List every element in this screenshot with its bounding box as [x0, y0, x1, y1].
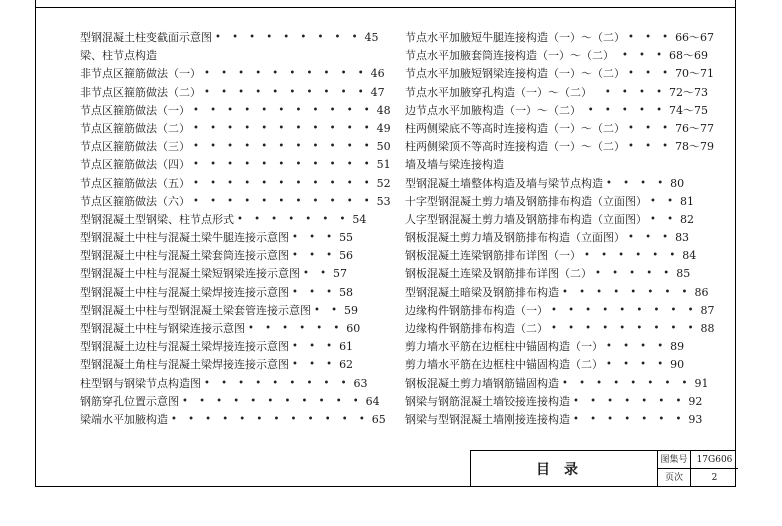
toc-entry-page: 82 — [679, 212, 694, 226]
toc-entry[interactable] — [80, 375, 368, 393]
toc-entry[interactable] — [405, 47, 708, 65]
toc-entry-page: 56 — [339, 249, 354, 263]
toc-entry-page: 60 — [346, 322, 361, 335]
toc-entry[interactable] — [405, 284, 709, 302]
toc-entry[interactable] — [80, 247, 355, 265]
toc-entry-page: 91 — [694, 376, 709, 390]
toc-entry-title: 十字型钢混凝土剪力墙及钢筋排布构造（立面图） — [405, 194, 647, 208]
toc-entry-title: 型钢混凝土中柱与混凝土梁焊接连接示意图 — [80, 285, 289, 299]
toc-entry[interactable] — [405, 29, 715, 47]
toc-entry-title: 梁端水平加腋构造 — [80, 412, 168, 426]
toc-dot-leader: • • • • • • • • • • • — [193, 177, 374, 189]
toc-entry-page: 59 — [343, 303, 358, 317]
toc-entry-page: 61 — [339, 340, 354, 354]
toc-entry[interactable] — [80, 338, 355, 356]
toc-entry[interactable] — [405, 175, 705, 193]
toc-dot-leader: • • • • • • • • • • • • — [171, 413, 369, 425]
toc-entry-title: 节点水平加腋短牛腿连接构造（一）～（二） — [405, 31, 625, 44]
toc-entry-title: 柱两侧梁顶不等高时连接构造（一）～（二） — [405, 140, 625, 154]
toc-dot-leader: • • • — [292, 341, 337, 353]
toc-entry-page: 45 — [364, 31, 379, 44]
toc-entry-title: 钢板混凝土连梁钢筋排布详图（一） — [405, 249, 581, 263]
toc-entry[interactable] — [80, 29, 379, 47]
toc-entry-title: 型钢混凝土墙整体构造及墙与梁节点构造 — [405, 176, 603, 190]
toc-dot-leader: • • • • — [606, 341, 668, 353]
toc-entry-title: 型钢混凝土柱变截面示意图 — [80, 31, 212, 44]
toc-dot-leader: • • • • — [606, 177, 668, 189]
toc-entry-page: 53 — [376, 194, 391, 208]
toc-entry-page: 76～77 — [675, 121, 715, 135]
toc-dot-leader: • • • • • • • • — [562, 377, 692, 389]
toc-entry[interactable] — [80, 229, 355, 247]
toc-entry-title: 型钢混凝土中柱与混凝土梁套筒连接示意图 — [80, 249, 289, 263]
toc-entry-title: 柱两侧梁底不等高时连接构造（一）～（二） — [405, 121, 625, 135]
toc-entry-page: 90 — [670, 358, 685, 372]
toc-entry[interactable] — [80, 211, 367, 229]
toc-entry-title: 节点水平加腋短钢梁连接构造（一）～（二） — [405, 67, 625, 81]
toc-dot-leader: • • • • • • • • • • — [204, 86, 368, 98]
toc-entry[interactable] — [80, 265, 355, 283]
toc-section-heading — [80, 47, 355, 65]
toc-entry[interactable] — [405, 120, 715, 138]
toc-entry-page: 70～71 — [675, 67, 715, 81]
toc-entry-page: 92 — [688, 394, 703, 408]
toc-dot-leader: • • • — [292, 286, 337, 298]
toc-entry-title: 节点区箍筋做法（五） — [80, 176, 190, 190]
toc-dot-leader: • • • — [628, 32, 673, 43]
toc-entry-page: 81 — [679, 194, 694, 208]
toc-dot-leader: • • • — [628, 68, 673, 80]
toc-entry[interactable] — [405, 338, 705, 356]
toc-entry-page: 86 — [694, 285, 709, 299]
toc-entry-page: 58 — [339, 285, 354, 299]
toc-dot-leader: • • — [650, 195, 677, 207]
toc-entry[interactable] — [80, 156, 391, 174]
toc-dot-leader: • • • • • • • • • • • — [193, 159, 374, 171]
toc-entry[interactable] — [405, 193, 705, 211]
toc-entry[interactable] — [80, 84, 385, 102]
toc-dot-leader: • • • — [292, 359, 337, 371]
toc-dot-leader: • • • — [628, 232, 673, 244]
toc-entry-title: 钢筋穿孔位置示意图 — [80, 394, 179, 408]
toc-dot-leader: • • — [650, 213, 677, 225]
toc-entry-title: 剪力墙水平筋在边框柱中锚固构造（二） — [405, 358, 603, 372]
toc-entry[interactable] — [405, 411, 705, 429]
toc-entry[interactable] — [80, 393, 380, 411]
toc-entry[interactable] — [405, 102, 708, 120]
toc-dot-leader: • • • • • • • • • • • — [193, 195, 374, 207]
toc-entry[interactable] — [405, 302, 715, 320]
toc-dot-leader: • • • • • • • • • — [215, 32, 362, 43]
toc-entry-page: 64 — [365, 394, 380, 408]
toc-entry-title: 钢板混凝土连梁及钢筋排布详图（二） — [405, 267, 592, 281]
toc-dot-leader: • • • • — [606, 359, 668, 371]
toc-entry-title: 型钢混凝土角柱与混凝土梁焊接连接示意图 — [80, 358, 289, 372]
toc-entry-title: 型钢混凝土中柱与混凝土梁牛腿连接示意图 — [80, 231, 289, 245]
toc-dot-leader: • • • • • • • • • • • — [182, 395, 363, 407]
title-block-title: 目录 — [536, 462, 592, 478]
toc-entry[interactable] — [405, 356, 705, 374]
toc-entry[interactable] — [405, 265, 705, 283]
toc-entry-title: 型钢混凝土暗梁及钢筋排布构造 — [405, 285, 559, 299]
toc-entry-page: 68～69 — [669, 49, 708, 63]
atlas-number-label: 图集号 — [658, 451, 691, 469]
toc-entry-page: 62 — [339, 358, 354, 372]
title-block — [470, 450, 736, 487]
page-number-value: 2 — [711, 473, 718, 483]
toc-entry-title: 节点水平加腋穿孔构造（一）～（二） — [405, 85, 592, 99]
toc-entry-title: 非节点区箍筋做法（二） — [80, 85, 201, 99]
toc-entry-page: 66～67 — [675, 31, 715, 44]
toc-entry-page: 85 — [676, 267, 691, 281]
toc-dot-leader: • • • • — [604, 86, 666, 98]
toc-entry-title: 型钢混凝土中柱与型钢混凝土梁套管连接示意图 — [80, 303, 311, 317]
toc-entry-page: 57 — [333, 267, 347, 281]
toc-entry-page: 80 — [670, 176, 685, 190]
toc-entry[interactable] — [80, 356, 355, 374]
toc-entry[interactable] — [80, 302, 358, 320]
toc-entry-page: 54 — [352, 212, 367, 226]
toc-entry[interactable] — [80, 138, 391, 156]
toc-entry[interactable] — [405, 84, 708, 102]
sheet-border-top-left — [35, 0, 36, 7]
toc-dot-leader: • • • • • • • • • — [551, 304, 698, 316]
toc-entry[interactable] — [80, 411, 386, 429]
toc-entry[interactable] — [405, 320, 715, 338]
toc-dot-leader: • • • — [628, 141, 673, 153]
toc-entry[interactable] — [80, 102, 391, 120]
toc-entry-page: 93 — [688, 412, 703, 426]
toc-dot-leader: • • • • • • • • • • • — [193, 141, 374, 153]
toc-entry-title: 钢梁与钢筋混凝土墙铰接连接构造 — [405, 394, 570, 408]
toc-entry-title: 墙及墙与梁连接构造 — [405, 158, 504, 172]
toc-entry[interactable] — [405, 229, 705, 247]
toc-entry[interactable] — [405, 247, 705, 265]
toc-entry-page: 55 — [339, 231, 354, 245]
atlas-number-value: 17G606 — [691, 451, 738, 469]
toc-right-column — [405, 29, 715, 429]
toc-entry-title: 节点区箍筋做法（三） — [80, 140, 190, 154]
toc-entry[interactable] — [80, 320, 361, 338]
toc-dot-leader: • • • • • • • • — [562, 286, 692, 298]
toc-entry[interactable] — [80, 65, 385, 83]
toc-entry[interactable] — [405, 65, 715, 83]
toc-dot-leader: • • — [314, 304, 341, 316]
toc-dot-leader: • • • • • • • • • • • — [193, 122, 374, 134]
toc-entry[interactable] — [80, 120, 391, 138]
toc-dot-leader: • • • • • • — [248, 323, 344, 334]
toc-dot-leader: • • • • • • • — [237, 213, 350, 225]
toc-entry-title: 钢板混凝土剪力墙及钢筋排布构造（立面图） — [405, 231, 625, 245]
toc-entry-page: 50 — [376, 140, 391, 154]
sheet-border-top-right — [735, 0, 736, 7]
toc-entry-page: 72～73 — [669, 85, 708, 99]
toc-entry-title: 节点区箍筋做法（四） — [80, 158, 190, 172]
toc-entry-page: 51 — [376, 158, 391, 172]
toc-entry-title: 人字型钢混凝土剪力墙及钢筋排布构造（立面图） — [405, 212, 647, 226]
toc-dot-leader: • • • • • • • — [573, 413, 686, 425]
toc-entry-page: 88 — [700, 322, 715, 335]
toc-entry[interactable] — [405, 393, 705, 411]
toc-dot-leader: • • • • • • • • • • — [204, 68, 368, 80]
title-block-grid — [657, 451, 738, 487]
toc-entry-page: 63 — [353, 376, 368, 390]
toc-entry-title: 型钢混凝土中柱与混凝土梁短钢梁连接示意图 — [80, 267, 300, 281]
toc-entry-title: 节点区箍筋做法（一） — [80, 103, 190, 117]
toc-entry-page: 74～75 — [669, 103, 708, 117]
toc-entry-page: 46 — [370, 67, 385, 81]
toc-section-heading — [405, 156, 705, 174]
toc-left-column — [80, 29, 391, 429]
toc-entry-page: 83 — [675, 231, 690, 245]
toc-entry-title: 节点区箍筋做法（二） — [80, 121, 190, 135]
toc-entry-title: 型钢混凝土型钢梁、柱节点形式 — [80, 212, 234, 226]
toc-entry-page: 47 — [370, 85, 385, 99]
toc-dot-leader: • • • • • • • • • • • — [193, 104, 374, 116]
toc-entry-page: 52 — [376, 176, 391, 190]
toc-dot-leader: • • • • • • • • • — [204, 377, 351, 389]
toc-dot-leader: • • • — [621, 50, 666, 62]
toc-dot-leader: • • • • • — [595, 268, 674, 280]
toc-entry[interactable] — [80, 193, 391, 211]
toc-dot-leader: • • — [303, 268, 330, 280]
toc-entry-title: 节点水平加腋套筒连接构造（一）～（二） — [405, 49, 614, 63]
toc-entry-title: 节点区箍筋做法（六） — [80, 194, 190, 208]
toc-entry-page: 78～79 — [675, 140, 715, 154]
toc-entry-title: 边缘构件钢筋排布构造（二） — [405, 322, 548, 335]
toc-entry-title: 非节点区箍筋做法（一） — [80, 67, 201, 81]
toc-entry-title: 钢板混凝土剪力墙钢筋锚固构造 — [405, 376, 559, 390]
toc-entry[interactable] — [405, 211, 705, 229]
toc-entry-title: 剪力墙水平筋在边框柱中锚固构造（一） — [405, 340, 603, 354]
toc-entry[interactable] — [405, 375, 709, 393]
toc-entry-title: 柱型钢与钢梁节点构造图 — [80, 376, 201, 390]
page-number-label: 页次 — [658, 469, 691, 487]
toc-entry-page: 49 — [376, 121, 391, 135]
toc-dot-leader: • • • • • — [587, 104, 666, 116]
toc-entry[interactable] — [405, 138, 715, 156]
toc-entry-title: 钢梁与型钢混凝土墙刚接连接构造 — [405, 412, 570, 426]
toc-entry-title: 型钢混凝土中柱与钢梁连接示意图 — [80, 322, 245, 335]
toc-dot-leader: • • • — [628, 122, 673, 134]
toc-dot-leader: • • • • • • • • • — [551, 323, 698, 334]
toc-dot-leader: • • • • • • • — [573, 395, 686, 407]
toc-entry-title: 梁、柱节点构造 — [80, 49, 157, 63]
toc-entry-page: 87 — [700, 303, 715, 317]
toc-entry-title: 型钢混凝土边柱与混凝土梁焊接连接示意图 — [80, 340, 289, 354]
toc-entry[interactable] — [80, 175, 391, 193]
toc-entry-page: 48 — [376, 103, 391, 117]
toc-entry-title: 边节点水平加腋构造（一）～（二） — [405, 103, 581, 117]
toc-entry-page: 84 — [682, 249, 697, 263]
toc-dot-leader: • • • — [292, 250, 337, 262]
toc-entry-title: 边缘构件钢筋排布构造（一） — [405, 303, 548, 317]
toc-entry-page: 65 — [371, 412, 386, 426]
toc-dot-leader: • • • • • • — [584, 250, 680, 262]
toc-entry-page: 89 — [670, 340, 685, 354]
toc-entry[interactable] — [80, 284, 355, 302]
toc-dot-leader: • • • — [292, 232, 337, 244]
